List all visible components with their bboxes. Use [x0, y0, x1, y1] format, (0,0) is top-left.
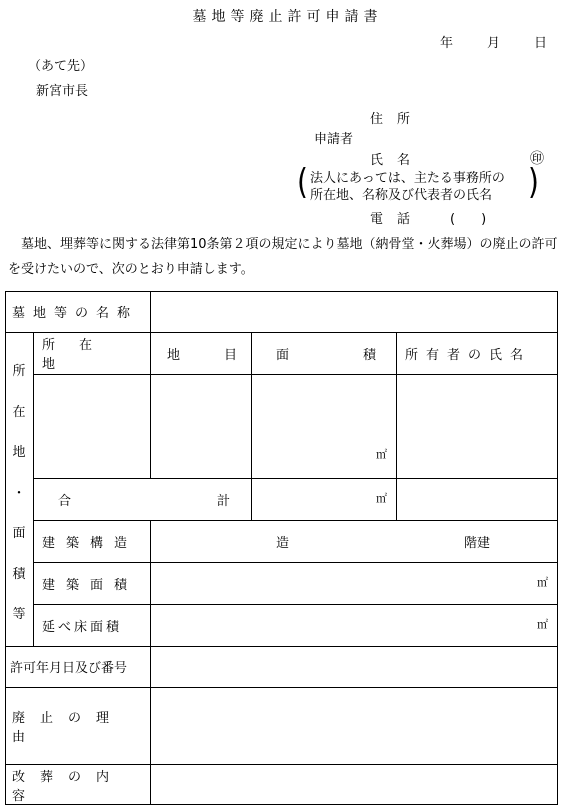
structure-floors: 階建 [464, 535, 491, 551]
facility-name-label: 墓地等の名称 [12, 306, 139, 321]
month-label: 月 [487, 36, 501, 51]
page-title: 墓地等廃止許可申請書 [192, 9, 383, 25]
reburial-details-label: 改葬の内容 [12, 769, 125, 804]
permit-date-number-label: 許可年月日及び番号 [10, 661, 128, 676]
col-location-header: 所在地 [42, 338, 117, 372]
phone-paren: ( ) [450, 212, 487, 227]
building-area-label: 建築面積 [42, 577, 139, 593]
body-text: 墓地、埋葬等に関する法律第10条第２項の規定により墓地（納骨堂・火葬場）の廃止の許可を受けたいので、次のとおり申請します。 [8, 237, 558, 277]
phone-label: 電話 [370, 212, 425, 227]
abolition-reason-label: 廃止の理由 [12, 710, 125, 745]
day-label: 日 [534, 36, 548, 51]
building-area-unit: ㎡ [537, 576, 548, 589]
name-label: 氏名 [370, 153, 425, 168]
col-owner-header: 所有者の氏名 [405, 347, 532, 363]
applicant-label: 申請者 [314, 132, 354, 147]
note-line-1: 法人にあっては、主たる事務所の [310, 171, 505, 186]
addressee-label: （あて先） [28, 59, 94, 74]
note-bracket-right: ) [528, 160, 539, 202]
floor-area-label: 延べ床面積 [42, 619, 123, 635]
seal-mark: ㊞ [530, 151, 544, 167]
structure-zo: 造 [276, 535, 290, 551]
building-structure-label: 建築構造 [42, 535, 139, 551]
date-line [440, 32, 547, 51]
area-unit: ㎡ [376, 448, 387, 461]
col-area-header: 面 積 [276, 347, 376, 363]
year-label: 年 [440, 36, 454, 51]
total-area-unit: ㎡ [376, 492, 387, 505]
addressee: 新宮市長 [36, 84, 89, 99]
floor-area-unit: ㎡ [537, 618, 548, 631]
address-label: 住所 [370, 112, 425, 127]
total-label: 合 計 [58, 493, 230, 509]
location-area-group-label: 所 在 地 ・ 面 積 等 [12, 364, 26, 622]
note-line-2: 所在地、名称及び代表者の氏名 [310, 188, 493, 203]
col-land-category-header: 地 目 [167, 347, 237, 363]
note-bracket-left: ( [297, 160, 308, 202]
